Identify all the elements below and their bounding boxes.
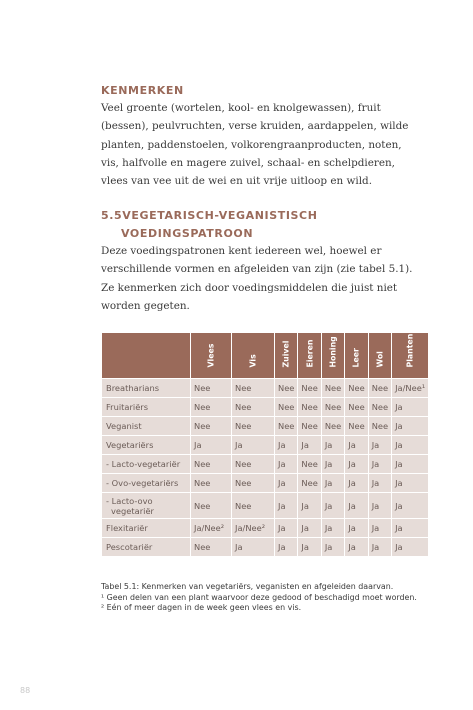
table-cell: Ja bbox=[322, 538, 344, 556]
table-row bbox=[102, 519, 428, 537]
table-cell: Nee bbox=[298, 379, 320, 397]
table-cell: Ja bbox=[298, 436, 320, 454]
table-cell: Nee bbox=[298, 455, 320, 473]
table-cell: Ja bbox=[275, 538, 297, 556]
table-cell: Ja/Nee¹ bbox=[392, 379, 428, 397]
paragraph-line: verschillende vormen en afgeleiden van zijn (zie tabel 5.1). bbox=[101, 263, 413, 276]
paragraph-line: (bessen), peulvruchten, verse kruiden, aardappelen, wilde bbox=[101, 120, 409, 133]
vegetarisch-paragraph bbox=[101, 242, 441, 315]
table-cell: Nee bbox=[345, 417, 367, 435]
table-cell: Nee bbox=[298, 417, 320, 435]
table-cell: Nee bbox=[369, 417, 391, 435]
row-label: Fruitariërs bbox=[102, 398, 190, 416]
table-cell: Ja bbox=[322, 474, 344, 492]
table-cell: Ja bbox=[369, 436, 391, 454]
row-label: Veganist bbox=[102, 417, 190, 435]
diet-table bbox=[101, 332, 429, 557]
header-label: Vlees bbox=[206, 343, 216, 368]
table-cell: Ja bbox=[392, 538, 428, 556]
table-cell: Ja bbox=[345, 455, 367, 473]
table-cell: Ja bbox=[369, 455, 391, 473]
table-cell: Nee bbox=[232, 493, 274, 518]
header-vis bbox=[232, 333, 274, 378]
table-cell: Nee bbox=[191, 474, 231, 492]
table-row bbox=[102, 455, 428, 473]
header-honing bbox=[322, 333, 344, 378]
table-cell: Nee bbox=[322, 398, 344, 416]
caption-footnote-1: ¹ Geen delen van een plant waarvoor deze gedood of beschadigd moet worden. bbox=[101, 592, 417, 602]
table-cell: Ja bbox=[392, 436, 428, 454]
table-cell: Nee bbox=[345, 379, 367, 397]
table-cell: Nee bbox=[191, 417, 231, 435]
table-cell: Ja bbox=[392, 474, 428, 492]
table-cell: Nee bbox=[232, 398, 274, 416]
row-label: Flexitariër bbox=[102, 519, 190, 537]
section-heading-vegetarisch: 5.5VEGETARISCH-VEGANISTISCH bbox=[101, 209, 318, 222]
row-label-line: - Lacto-ovo bbox=[106, 495, 153, 506]
table-cell: Ja bbox=[275, 455, 297, 473]
paragraph-line: vlees van vee uit de wei en uit vrije uitloop en wild. bbox=[101, 175, 373, 188]
table-cell: Ja bbox=[232, 436, 274, 454]
table-cell: Ja bbox=[345, 519, 367, 537]
table-cell: Ja bbox=[298, 538, 320, 556]
header-planten bbox=[392, 333, 428, 378]
table-cell: Ja bbox=[298, 493, 320, 518]
header-label: Wol bbox=[375, 351, 385, 368]
header-zuivel bbox=[275, 333, 297, 378]
table-cell: Nee bbox=[369, 379, 391, 397]
header-empty bbox=[102, 333, 190, 378]
header-label: Planten bbox=[405, 333, 415, 368]
table-cell: Nee bbox=[191, 538, 231, 556]
table-caption bbox=[101, 582, 451, 614]
table-row bbox=[102, 417, 428, 435]
page-number: 88 bbox=[20, 686, 31, 695]
table-cell: Ja bbox=[322, 519, 344, 537]
table-cell: Nee bbox=[232, 417, 274, 435]
table-cell: Nee bbox=[322, 417, 344, 435]
header-label: Leer bbox=[351, 348, 361, 368]
row-label: - Lacto-vegetariër bbox=[102, 455, 190, 473]
table-cell: Ja bbox=[322, 436, 344, 454]
kenmerken-paragraph bbox=[101, 99, 441, 190]
table-row bbox=[102, 538, 428, 556]
paragraph-line: Ze kenmerken zich door voedingsmiddelen die juist niet bbox=[101, 281, 398, 294]
row-label: - Ovo-vegetariërs bbox=[102, 474, 190, 492]
section-heading-kenmerken: KENMERKEN bbox=[101, 84, 184, 97]
caption-footnote-2: ² Eén of meer dagen in de week geen vlees en vis. bbox=[101, 603, 302, 612]
table-cell: Ja bbox=[392, 398, 428, 416]
table-cell: Nee bbox=[322, 379, 344, 397]
table-cell: Ja bbox=[275, 436, 297, 454]
table-cell: Ja bbox=[369, 474, 391, 492]
table-cell: Ja bbox=[232, 538, 274, 556]
table-cell: Nee bbox=[369, 398, 391, 416]
table-cell: Ja bbox=[345, 538, 367, 556]
table-row bbox=[102, 493, 428, 518]
table-cell: Nee bbox=[191, 455, 231, 473]
table-cell: Nee bbox=[191, 398, 231, 416]
header-vlees bbox=[191, 333, 231, 378]
header-label: Honing bbox=[328, 336, 338, 368]
paragraph-line: Deze voedingspatronen kent iedereen wel, hoewel er bbox=[101, 245, 382, 257]
table-cell: Ja bbox=[345, 436, 367, 454]
paragraph-line: worden gegeten. bbox=[101, 299, 190, 312]
header-label: Eieren bbox=[305, 339, 315, 368]
table-cell: Ja/Nee² bbox=[232, 519, 274, 537]
table-cell: Nee bbox=[191, 379, 231, 397]
row-label: Pescotariër bbox=[102, 538, 190, 556]
table-cell: Ja/Nee² bbox=[191, 519, 231, 537]
header-label: Zuivel bbox=[281, 340, 291, 368]
table-cell: Nee bbox=[345, 398, 367, 416]
row-label-line: vegetariër bbox=[111, 505, 154, 516]
table-cell: Ja bbox=[191, 436, 231, 454]
table-cell: Ja bbox=[345, 493, 367, 518]
table-row bbox=[102, 398, 428, 416]
table-cell: Ja bbox=[345, 474, 367, 492]
paragraph-line: planten, paddenstoelen, volkorengraanproducten, noten, bbox=[101, 138, 402, 151]
row-label bbox=[102, 493, 190, 518]
paragraph-line: vis, halfvolle en magere zuivel, schaal- en schelpdieren, bbox=[101, 156, 395, 169]
table-cell: Ja bbox=[369, 493, 391, 518]
table-cell: Nee bbox=[275, 417, 297, 435]
table-cell: Ja bbox=[392, 455, 428, 473]
header-eieren bbox=[298, 333, 320, 378]
table-cell: Ja bbox=[392, 493, 428, 518]
header-leer bbox=[345, 333, 367, 378]
table-cell: Ja bbox=[322, 455, 344, 473]
table-row bbox=[102, 474, 428, 492]
table-cell: Ja bbox=[322, 493, 344, 518]
table-row bbox=[102, 379, 428, 397]
row-label: Breatharians bbox=[102, 379, 190, 397]
table-cell: Nee bbox=[275, 379, 297, 397]
section-heading-vegetarisch-line2: VOEDINGSPATROON bbox=[121, 227, 254, 240]
table-header-row bbox=[102, 333, 428, 378]
header-wol bbox=[369, 333, 391, 378]
table-cell: Ja bbox=[392, 417, 428, 435]
table-cell: Ja bbox=[275, 493, 297, 518]
table-cell: Ja bbox=[275, 519, 297, 537]
table-cell: Nee bbox=[232, 379, 274, 397]
table-cell: Nee bbox=[298, 398, 320, 416]
table-cell: Ja bbox=[298, 519, 320, 537]
table-cell: Nee bbox=[232, 474, 274, 492]
table-cell: Ja bbox=[392, 519, 428, 537]
table-cell: Nee bbox=[275, 398, 297, 416]
table-cell: Ja bbox=[275, 474, 297, 492]
table-row bbox=[102, 436, 428, 454]
row-label: Vegetariërs bbox=[102, 436, 190, 454]
table-cell: Nee bbox=[232, 455, 274, 473]
caption-title: Tabel 5.1: Kenmerken van vegetariërs, veganisten en afgeleiden daarvan. bbox=[101, 582, 394, 591]
paragraph-line: Veel groente (wortelen, kool- en knolgewassen), fruit bbox=[101, 102, 381, 114]
table-cell: Ja bbox=[369, 538, 391, 556]
table-cell: Nee bbox=[191, 493, 231, 518]
table-cell: Ja bbox=[369, 519, 391, 537]
table-cell: Nee bbox=[298, 474, 320, 492]
header-label: Vis bbox=[248, 354, 258, 368]
